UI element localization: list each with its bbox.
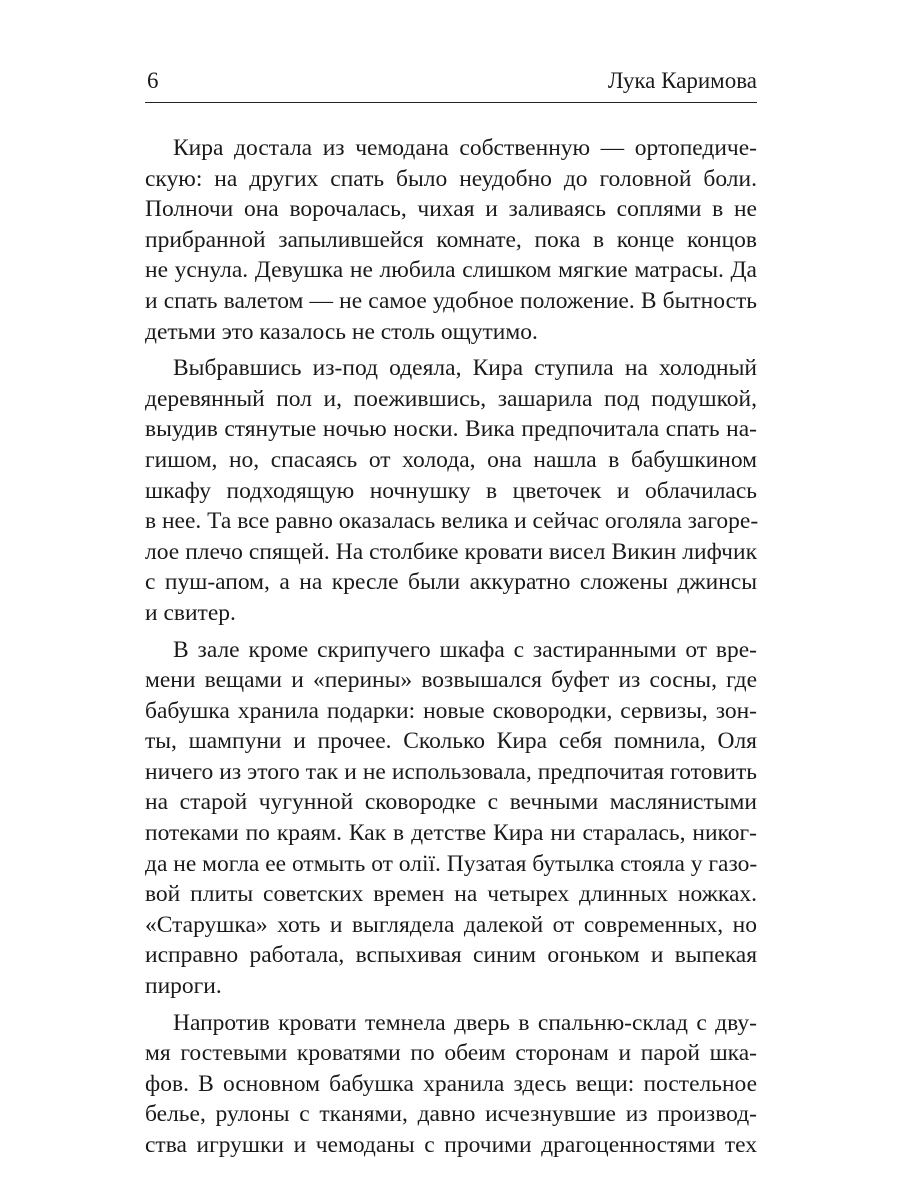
text-line: на старой чугунной сковородке с вечными маслянистыми [145,789,757,816]
text-line: Кира достала из чемодана собственную — ортопедиче- [173,135,757,161]
book-page [145,66,757,1161]
text-line: шкафу подходящую ночнушку в цветочек и облачилась [145,477,757,504]
paragraph [145,133,757,347]
text-line: бабушка хранила подарки: новые сковородки, сервизы, зон- [145,697,757,724]
text-line: да не могла ее отмыть от олії. Пузатая бутылка стояла у газо- [145,850,758,877]
text-line: лое плечо спящей. На столбике кровати висел Викин лифчик [145,538,757,565]
text-line: гишом, но, спасаясь от холода, она нашла в бабушкином [145,446,757,473]
author-name: Лука Каримова [607,68,757,93]
text-line: в нее. Та все равно оказалась велика и сейчас оголяла загоре- [145,508,759,535]
text-line: ничего из этого так и не использовала, предпочитая готовить [145,758,757,785]
running-header [145,66,757,103]
text-line: вой плиты советских времен на четырех длинных ножках. [145,881,757,908]
text-line: не уснула. Девушка не любила слишком мягкие матрасы. Да [145,257,757,284]
text-line: выудив стянутые ночью носки. Вика предпочитала спать на- [145,416,757,443]
text-line: исправно работала, вспыхивая синим огоньком и выпекая [145,942,757,969]
text-line: Выбравшись из-под одеяла, Кира ступила на холодный [173,355,757,382]
body-text [145,133,757,1161]
text-line: Полночи она ворочалась, чихая и заливаясь соплями в не [145,196,757,223]
page-number: 6 [147,68,159,93]
text-line: «Старушка» хоть и выглядела далекой от современных, но [145,911,757,938]
text-line: мя гостевыми кроватями по обеим сторонам и парой шка- [145,1040,757,1067]
text-line: белье, рулоны с тканями, давно исчезнувшие из производ- [145,1101,757,1128]
text-line: потеками по краям. Как в детстве Кира ни старалась, никог- [145,820,757,847]
text-line: ства игрушки и чемоданы с прочими драгоценностями тех [145,1132,757,1158]
paragraph [145,353,757,628]
text-line: скую: на других спать было неудобно до головной боли. [145,165,757,192]
paragraph [145,635,757,1002]
text-line: с пуш-апом, а на кресле были аккуратно сложены джинсы [145,569,757,596]
text-line: Напротив кровати темнела дверь в спальню-склад с дву- [173,1009,757,1036]
text-line: пироги. [145,973,222,1000]
text-line: мени вещами и «перины» возвышался буфет из сосны, где [145,667,757,694]
text-line: В зале кроме скрипучего шкафа с застиранными от вре- [173,636,757,663]
text-line: прибранной запылившейся комнате, пока в конце концов [145,226,757,253]
text-line: фов. В основном бабушка хранила здесь вещи: постельное [145,1070,757,1097]
text-line: деревянный пол и, поежившись, зашарила под подушкой, [145,385,757,412]
text-line: ты, шампуни и прочее. Сколько Кира себя помнила, Оля [145,728,757,755]
text-line: детьми это казалось не столь ощутимо. [145,318,538,345]
text-line: и спать валетом — не самое удобное положение. В бытность [145,287,757,314]
text-line: и свитер. [145,599,236,626]
paragraph [145,1008,757,1161]
